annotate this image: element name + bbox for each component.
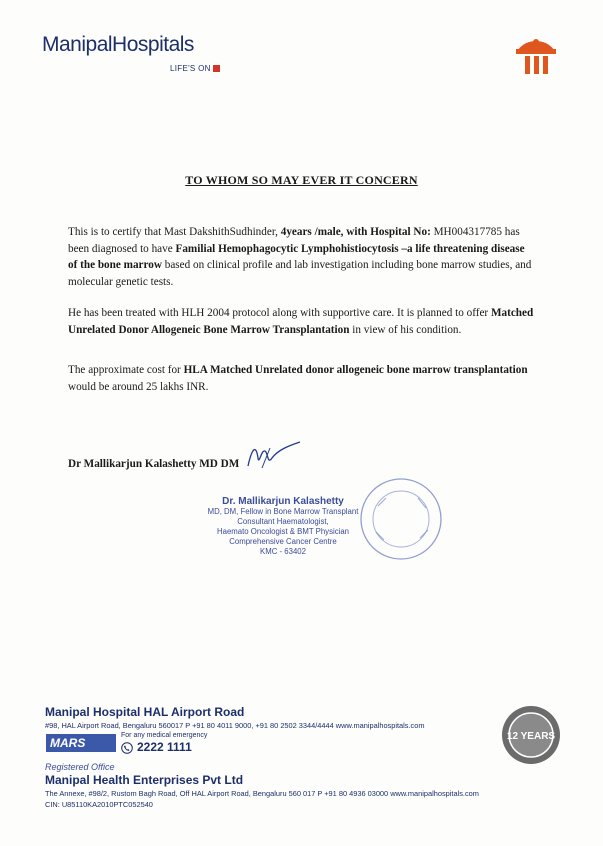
- plus-icon: [213, 65, 220, 72]
- stamp-line-4: Comprehensive Cancer Centre: [229, 537, 337, 546]
- footer-company-address: The Annexe, #98/2, Rustom Bagh Road, Off HAL Airport Road, Bengaluru 560 017 P +91 80 4936 03000 www.manipalhospitals.com: [45, 789, 479, 798]
- p2-text-2: in view of his condition.: [349, 323, 462, 336]
- mars-logo: MARS: [46, 734, 116, 752]
- badge-text: 12 YEARS: [506, 731, 556, 742]
- paragraph-diagnosis: [68, 224, 536, 290]
- p1-bold-1: 4years /male, with Hospital No:: [280, 226, 431, 238]
- p2-text-1: He has been treated with HLH 2004 protocol along with supportive care. It is planned to offer: [68, 307, 491, 319]
- tagline-text: LIFE'S ON: [170, 64, 211, 73]
- stamp-line-5: KMC - 63402: [260, 547, 306, 556]
- signer-name: Dr Mallikarjun Kalashetty MD DM: [68, 458, 240, 470]
- emergency-label: For any medical emergency: [121, 732, 208, 739]
- registered-office-label: Registered Office: [45, 762, 115, 772]
- round-seal-icon: [358, 476, 444, 562]
- p2-bold-1: Matched Unrelated Donor Allogeneic Bone Marrow Transplantation: [68, 307, 534, 336]
- p1-text-2: MH004317785 has been diagnosed to have: [68, 226, 520, 255]
- footer-company-name: Manipal Health Enterprises Pvt Ltd: [45, 773, 244, 787]
- p3-text-2: would be around 25 lakhs INR.: [68, 380, 209, 393]
- logo-tagline: [170, 64, 220, 73]
- footer-hospital-address: #98, HAL Airport Road, Bengaluru 560017 P +91 80 4011 9000, +91 80 2502 3344/4444 www.manipalhospitals.com: [45, 721, 425, 730]
- footer-hospital-name: Manipal Hospital HAL Airport Road: [45, 705, 245, 719]
- paragraph-cost: [68, 362, 536, 395]
- handwritten-signature: [244, 438, 304, 474]
- anniversary-badge-icon: [500, 704, 562, 766]
- p1-text-1: This is to certify that Mast DakshithSudhinder,: [68, 226, 281, 238]
- p3-text-1: The approximate cost for: [68, 364, 184, 376]
- hospital-logo-text: ManipalHospitals: [42, 33, 194, 56]
- stamp-line-1: MD, DM, Fellow in Bone Marrow Transplant: [207, 507, 359, 516]
- stamp-line-2: Consultant Haematologist,: [237, 517, 329, 526]
- p1-text-3: based on clinical profile and lab investigation including bone marrow studies, and molecular genetic tests.: [68, 259, 532, 288]
- emergency-number: 2222 1111: [137, 740, 192, 754]
- p3-bold-1: HLA Matched Unrelated donor allogeneic bone marrow transplantation: [183, 364, 528, 376]
- footer-cin: CIN: U85110KA2010PTC052540: [45, 800, 153, 809]
- stamp-name: Dr. Mallikarjun Kalashetty: [222, 496, 344, 507]
- doctor-stamp: [188, 497, 378, 557]
- stamp-line-3: Haemato Oncologist & BMT Physician: [216, 527, 350, 536]
- phone-icon: [121, 742, 133, 754]
- letter-heading: TO WHOM SO MAY EVER IT CONCERN: [185, 173, 418, 187]
- paragraph-treatment: [68, 305, 536, 338]
- p1-bold-2: Familial Hemophagocytic Lymphohistiocytosis –a life threatening disease of the bone marrow: [68, 242, 525, 271]
- manipal-emblem-icon: [512, 36, 560, 80]
